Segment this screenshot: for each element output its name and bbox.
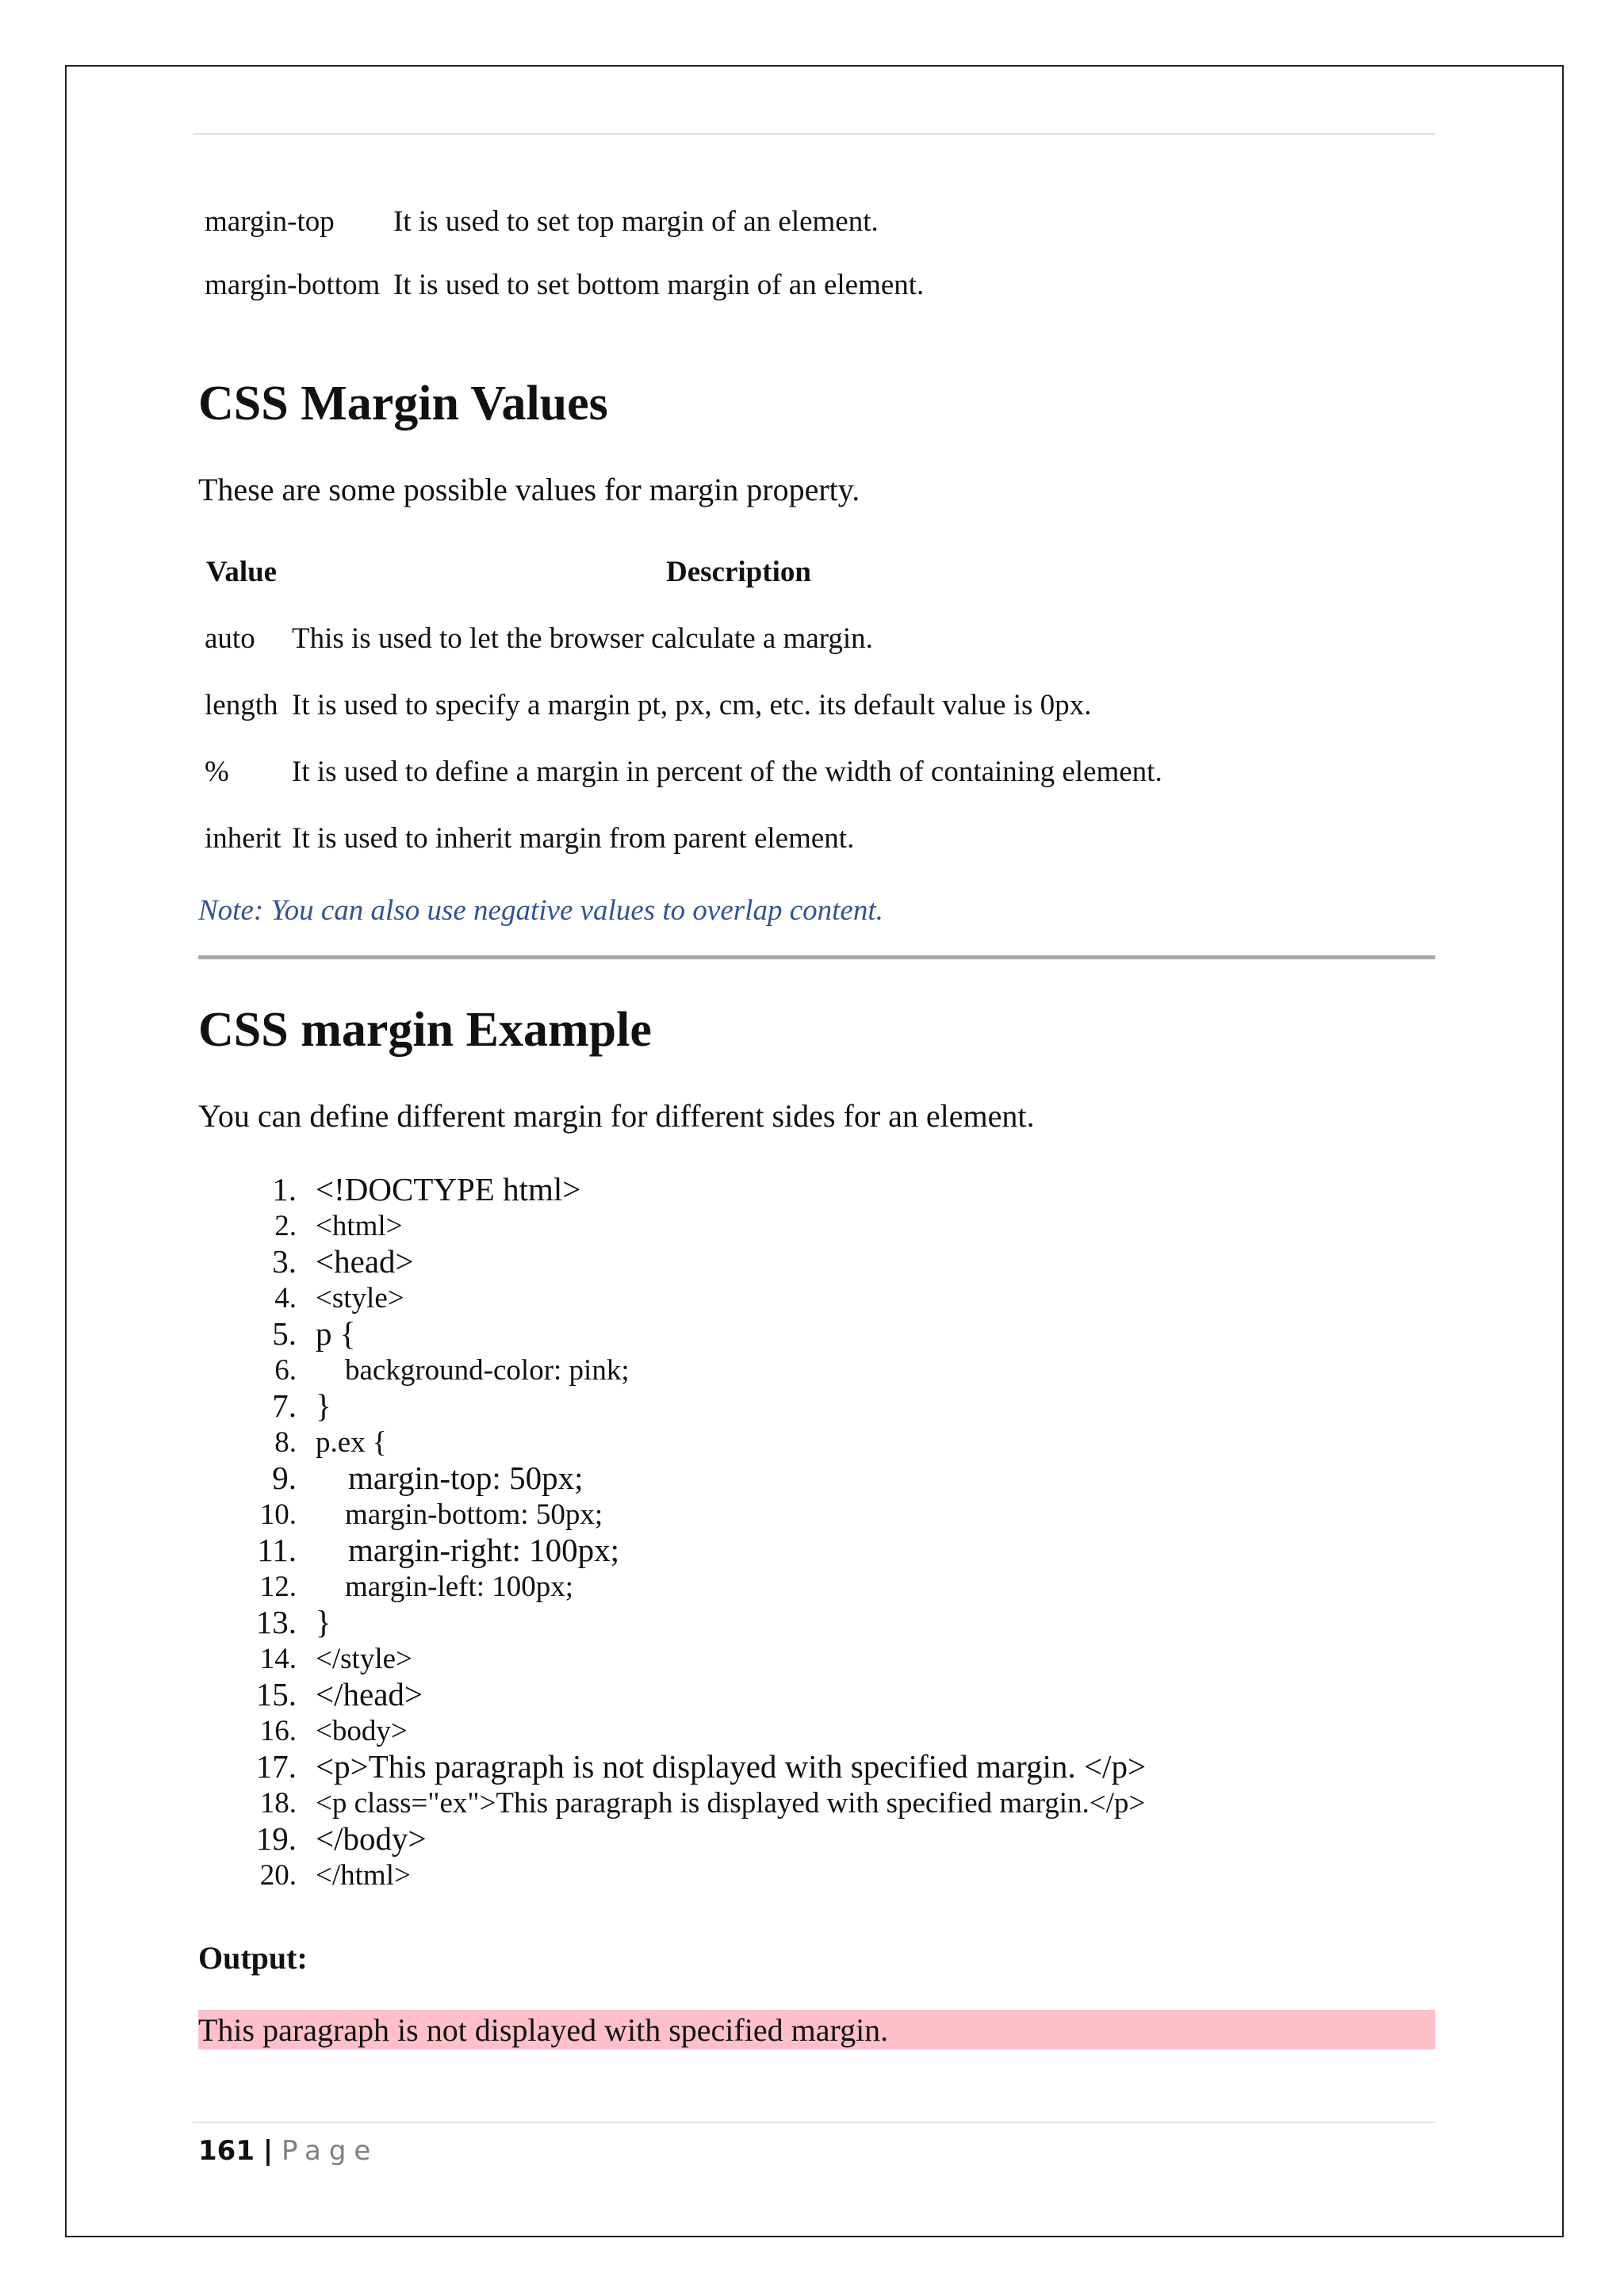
line-number: 7. [272,1387,297,1424]
code-line [238,1641,1146,1678]
property-desc: It is used to set top margin of an element. [393,205,879,238]
code-text: p { [316,1315,356,1352]
line-number: 4. [274,1281,297,1314]
code-line [238,1425,1146,1461]
code-text: margin-bottom: 50px; [316,1498,603,1531]
code-text: <!DOCTYPE html> [316,1171,581,1207]
code-text: </body> [316,1820,427,1857]
output-preview [198,2010,1435,2049]
description-cell: It is used to inherit margin from parent element. [292,822,855,855]
table-header-description: Description [666,556,811,588]
code-line [238,1749,1146,1785]
property-desc: It is used to set bottom margin of an element. [393,269,925,301]
code-text: <style> [316,1281,404,1314]
code-line [238,1605,1146,1641]
table-row [205,622,873,656]
code-line [238,1677,1146,1713]
line-number: 18. [259,1786,297,1820]
code-line [238,1208,1146,1245]
line-number: 15. [255,1676,297,1712]
code-listing [238,1172,1146,1893]
code-text: <body> [316,1714,408,1747]
line-number: 9. [272,1460,297,1496]
code-text: <head> [316,1243,414,1280]
code-text: <html> [316,1209,403,1242]
line-number: 11. [257,1532,297,1568]
code-line [238,1316,1146,1353]
line-number: 10. [259,1498,297,1531]
code-text: <p>This paragraph is not displayed with specified margin. </p> [316,1748,1147,1785]
line-number: 3. [272,1243,297,1280]
code-text: </head> [316,1676,423,1712]
code-line [238,1785,1146,1822]
code-line [238,1821,1146,1858]
line-number: 12. [259,1570,297,1603]
table-row [205,688,1091,722]
line-number: 16. [259,1714,297,1747]
footer-rule [193,2122,1435,2123]
code-text: margin-right: 100px; [316,1532,620,1568]
code-line [238,1353,1146,1389]
property-name: margin-top [205,205,335,238]
property-row [205,268,924,302]
line-number: 17. [255,1748,297,1785]
section-divider [198,955,1435,959]
note-text: Note: You can also use negative values to overlap content. [198,894,883,927]
description-cell: This is used to let the browser calculate a margin. [292,622,873,655]
code-line [238,1713,1146,1750]
line-number: 14. [259,1642,297,1675]
section-heading-margin-values: CSS Margin Values [198,377,608,430]
code-text: <p class="ex">This paragraph is displayed with specified margin.</p> [316,1786,1146,1820]
output-label: Output: [198,1940,308,1976]
code-line [238,1244,1146,1280]
section-intro: You can define different margin for different sides for an element. [198,1098,1035,1134]
header-rule [193,133,1435,135]
code-text: </style> [316,1642,412,1675]
line-number: 2. [274,1209,297,1242]
page-number: 161 [198,2135,255,2167]
property-row [205,205,879,239]
code-text: margin-top: 50px; [316,1460,584,1496]
code-line [238,1569,1146,1605]
line-number: 8. [274,1425,297,1459]
code-line [238,1172,1146,1208]
property-name: margin-bottom [205,269,381,301]
value-cell: auto [205,622,255,655]
code-line [238,1280,1146,1317]
code-text: p.ex { [316,1425,387,1459]
line-number: 20. [259,1858,297,1892]
output-text: This paragraph is not displayed with specified margin. [198,2012,889,2048]
table-row [205,755,1162,789]
value-cell: length [205,689,278,721]
code-line [238,1460,1146,1497]
page-footer [198,2135,378,2167]
description-cell: It is used to define a margin in percent of the width of containing element. [292,756,1162,788]
table-row [205,821,854,855]
section-heading-margin-example: CSS margin Example [198,1003,652,1057]
table-header-value: Value [206,556,278,588]
line-number: 19. [255,1820,297,1857]
code-text: } [316,1387,331,1424]
line-number: 6. [274,1353,297,1387]
line-number: 5. [272,1315,297,1352]
section-intro: These are some possible values for margin property. [198,472,860,507]
value-cell: % [205,756,229,788]
line-number: 13. [255,1604,297,1640]
code-line [238,1858,1146,1894]
code-text: margin-left: 100px; [316,1570,574,1603]
code-line [238,1388,1146,1425]
code-line [238,1533,1146,1569]
code-text: background-color: pink; [316,1353,630,1387]
footer-separator: | [262,2135,274,2167]
page-label: Page [282,2135,379,2167]
description-cell: It is used to specify a margin pt, px, cm, etc. its default value is 0px. [292,689,1092,721]
value-cell: inherit [205,822,282,855]
code-line [238,1497,1146,1533]
code-text: } [316,1604,331,1640]
code-text: </html> [316,1858,411,1892]
line-number: 1. [272,1171,297,1207]
